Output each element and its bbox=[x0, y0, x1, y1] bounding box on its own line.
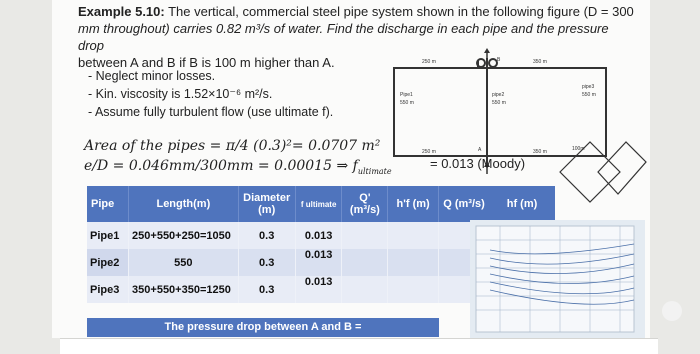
bottom-length-left: 250 m bbox=[422, 149, 436, 155]
cell-pipe: Pipe3 bbox=[87, 276, 129, 303]
cell-q-prime bbox=[342, 276, 388, 303]
pressure-drop-summary: The pressure drop between A and B = bbox=[87, 318, 439, 337]
cell-hf-prime bbox=[388, 276, 439, 303]
col-header-hf: hf (m) bbox=[506, 198, 538, 210]
col-header-diameter: Diameter (m) bbox=[238, 186, 295, 222]
cell-hf-prime bbox=[388, 222, 439, 249]
f-subscript: ultimate bbox=[357, 166, 392, 176]
table-row bbox=[87, 276, 439, 303]
col-header-hf-prime: h'f (m) bbox=[388, 186, 439, 222]
cell-diameter: 0.3 bbox=[238, 222, 295, 249]
problem-line-1: The vertical, commercial steel pipe system shown in the following figure (D = 300 bbox=[168, 4, 634, 19]
cell-q-prime bbox=[342, 249, 388, 276]
cell-pipe: Pipe1 bbox=[87, 222, 129, 249]
pipe-table bbox=[87, 186, 439, 303]
assumption-item: - Kin. viscosity is 1.52×10⁻⁶ m²/s. bbox=[88, 87, 273, 101]
cell-diameter: 0.3 bbox=[238, 249, 295, 276]
arrow-up-icon bbox=[484, 48, 490, 53]
speaker-icon[interactable] bbox=[662, 301, 682, 321]
table-row bbox=[87, 222, 439, 249]
right-header-row bbox=[439, 186, 555, 222]
bottom-length-right: 350 m bbox=[533, 149, 547, 155]
col-header-pipe: Pipe bbox=[87, 186, 129, 222]
pipe2-label: pipe2 bbox=[492, 92, 505, 98]
node-b-label: B bbox=[497, 57, 501, 63]
cell-pipe: Pipe2 bbox=[87, 249, 129, 276]
cell-diameter: 0.3 bbox=[238, 276, 295, 303]
pipe-loop-outer bbox=[394, 68, 606, 156]
table-row bbox=[87, 249, 439, 276]
pipe2-length: 550 m bbox=[492, 100, 506, 106]
assumption-item: - Assume fully turbulent flow (use ultimate f). bbox=[88, 105, 334, 119]
problem-line-2: mm throughout) carries 0.82 m³/s of water. Find the discharge in each pipe and the pressure drop bbox=[78, 21, 609, 53]
cell-length: 250+550+250=1050 bbox=[129, 222, 239, 249]
cell-length: 350+550+350=1250 bbox=[129, 276, 239, 303]
height-label: 100m bbox=[572, 146, 585, 152]
pipe3-length: 550 m bbox=[582, 92, 596, 98]
cell-f: 0.013 bbox=[295, 222, 342, 249]
assumptions-list bbox=[88, 67, 333, 121]
problem-line-3: between A and B if B is 100 m higher than A. bbox=[78, 55, 335, 70]
cell-q-prime bbox=[342, 222, 388, 249]
area-formula: Area of the pipes = π/4 (0.3)²= 0.0707 m² bbox=[84, 138, 381, 154]
formula-block bbox=[84, 136, 392, 182]
cell-f: 0.013 bbox=[295, 276, 342, 303]
example-title: Example 5.10: bbox=[78, 4, 165, 19]
cell-f: 0.013 bbox=[295, 249, 342, 276]
col-header-length: Length(m) bbox=[129, 186, 239, 222]
pipe1-length: 550 m bbox=[400, 100, 414, 106]
pipe3-label: pipe3 bbox=[582, 84, 595, 90]
top-length-left: 250 m bbox=[422, 59, 436, 65]
friction-factor-value: = 0.013 (Moody) bbox=[430, 156, 526, 171]
cell-hf-prime bbox=[388, 249, 439, 276]
pipe1-label: Pipe1 bbox=[400, 92, 413, 98]
roughness-formula: e/D = 0.046mm/300mm = 0.00015 ⇒ f bbox=[84, 158, 358, 174]
node-a-label: A bbox=[478, 147, 482, 153]
assumption-item: - Neglect minor losses. bbox=[88, 69, 216, 83]
page-bottom-strip bbox=[60, 338, 658, 354]
moody-chart-image bbox=[470, 220, 645, 338]
col-header-f: f ultimate bbox=[295, 186, 342, 222]
col-header-q-prime: Q' (m³/s) bbox=[342, 186, 388, 222]
top-length-right: 350 m bbox=[533, 59, 547, 65]
table-header-row bbox=[87, 186, 439, 222]
cell-length: 550 bbox=[129, 249, 239, 276]
col-header-q: Q (m³/s) bbox=[443, 198, 485, 210]
